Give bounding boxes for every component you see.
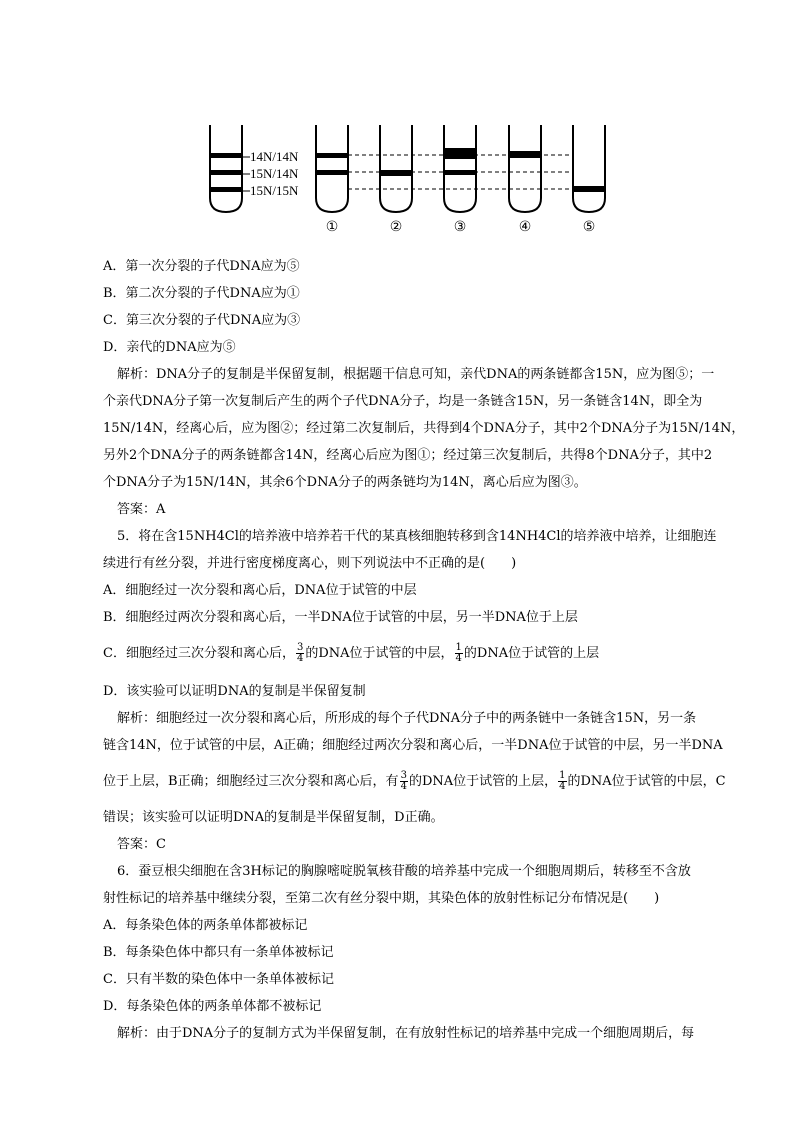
q5-answer: 答案：C bbox=[117, 837, 166, 852]
q5-stem-line-1: 5．将在含15NH4Cl的培养液中培养若干代的某真核细胞转移到含14NH4Cl的培养液中培养，让细胞连 bbox=[117, 529, 717, 544]
band bbox=[316, 170, 348, 175]
tube-number-3: ③ bbox=[453, 219, 467, 235]
tube-5 bbox=[573, 125, 605, 212]
band bbox=[210, 153, 242, 158]
q4-analysis-line-1: 解析：DNA分子的复制是半保留复制，根据题干信息可知，亲代DNA的两条链都含15N，应为图⑤；一 bbox=[117, 367, 715, 382]
fraction: $\frac{3}{4}$ bbox=[400, 770, 407, 792]
q4-option-d: D．亲代的DNA应为⑤ bbox=[103, 340, 236, 355]
q5-option-c-text: C．细胞经过三次分裂和离心后， bbox=[103, 646, 295, 661]
band-label-15-15: 15N/15N bbox=[250, 183, 299, 198]
tube-number-1: ① bbox=[325, 219, 339, 235]
q5-option-d: D．该实验可以证明DNA的复制是半保留复制 bbox=[103, 684, 366, 699]
tube-4 bbox=[509, 125, 541, 212]
q6-stem-line-2: 射性标记的培养基中继续分裂，至第二次有丝分裂中期，其染色体的放射性标记分布情况是( ) bbox=[103, 891, 660, 906]
q4-option-b: B．第二次分裂的子代DNA应为① bbox=[103, 286, 300, 301]
q5-analysis-line-4: 错误；该实验可以证明DNA的复制是半保留复制，D正确。 bbox=[103, 810, 444, 825]
band bbox=[444, 148, 476, 159]
q4-analysis-line-3: 15N/14N，经离心后，应为图②；经过第二次复制后，共得到4个DNA分子，其中2个DNA分子为15N/14N， bbox=[103, 421, 745, 436]
q5-analysis-line-1: 解析：细胞经过一次分裂和离心后，所形成的每个子代DNA分子中的两条链中一条链含15N，另一条 bbox=[117, 711, 697, 726]
q5-option-a: A．细胞经过一次分裂和离心后，DNA位于试管的中层 bbox=[103, 583, 417, 598]
q6-option-c: C．只有半数的染色体中一条单体被标记 bbox=[103, 972, 334, 987]
q5-stem-line-2: 续进行有丝分裂，并进行密度梯度离心，则下列说法中不正确的是( ) bbox=[103, 556, 517, 571]
q5-option-c: C．细胞经过三次分裂和离心后， $\frac{3}{4}$ 的DNA位于试管的中层， $\frac{1}{4}$ 的DNA位于试管的上层 bbox=[103, 642, 600, 664]
band-label-14-14: 14N/14N bbox=[250, 149, 299, 164]
tube-2 bbox=[380, 125, 412, 212]
q4-analysis-line-4: 另外2个DNA分子的两条链都含14N，经离心后应为图①；经过第三次复制后，共得8个DNA分子，其中2 bbox=[103, 448, 713, 463]
band bbox=[444, 170, 476, 175]
tube-1 bbox=[316, 125, 348, 212]
q6-option-d: D．每条染色体的两条单体都不被标记 bbox=[103, 999, 322, 1014]
q4-option-c: C．第三次分裂的子代DNA应为③ bbox=[103, 313, 301, 328]
tube-number-2: ② bbox=[389, 219, 403, 235]
band-label-15-14: 15N/14N bbox=[250, 166, 299, 181]
q4-analysis-line-5: 个DNA分子为15N/14N，其余6个DNA分子的两条链均为14N，离心后应为图③。 bbox=[103, 475, 587, 490]
band bbox=[210, 187, 242, 192]
tube-number-5: ⑤ bbox=[582, 219, 596, 235]
q6-analysis-line-1: 解析：由于DNA分子的复制方式为半保留复制，在有放射性标记的培养基中完成一个细胞周期后，每 bbox=[117, 1026, 695, 1041]
q5-option-b: B．细胞经过两次分裂和离心后，一半DNA位于试管的中层，另一半DNA位于上层 bbox=[103, 610, 578, 625]
q6-option-a: A．每条染色体的两条单体都被标记 bbox=[103, 918, 308, 933]
band bbox=[573, 186, 605, 192]
band bbox=[380, 170, 412, 176]
band bbox=[509, 151, 541, 158]
q4-answer: 答案：A bbox=[117, 502, 166, 517]
q6-option-b: B．每条染色体中都只有一条单体被标记 bbox=[103, 945, 334, 960]
band bbox=[316, 153, 348, 158]
band bbox=[210, 170, 242, 175]
q4-option-a: A．第一次分裂的子代DNA应为⑤ bbox=[103, 259, 300, 274]
centrifuge-tubes-figure bbox=[0, 0, 794, 240]
fraction: $\frac{1}{4}$ bbox=[455, 642, 462, 664]
q5-analysis-line-3: 位于上层，B正确；细胞经过三次分裂和离心后，有 $\frac{3}{4}$ 的DNA位于试管的上层， $\frac{1}{4}$ 的DNA位于试管的中层，C bbox=[103, 770, 726, 792]
fraction: $\frac{1}{4}$ bbox=[559, 770, 566, 792]
fraction: $\frac{3}{4}$ bbox=[296, 642, 304, 664]
q4-analysis-line-2: 个亲代DNA分子第一次复制后产生的两个子代DNA分子，均是一条链含15N，另一条链含14N，即全为 bbox=[103, 394, 703, 409]
q5-analysis-line-2: 链含14N，位于试管的中层，A正确；细胞经过两次分裂和离心后，一半DNA位于试管的中层，另一半DNA bbox=[103, 738, 723, 753]
q6-stem-line-1: 6．蚕豆根尖细胞在含3H标记的胸腺嘧啶脱氧核苷酸的培养基中完成一个细胞周期后，转移至不含放 bbox=[117, 864, 691, 879]
tube-3 bbox=[444, 125, 476, 212]
tube-number-4: ④ bbox=[518, 219, 532, 235]
reference-tube bbox=[210, 125, 242, 212]
